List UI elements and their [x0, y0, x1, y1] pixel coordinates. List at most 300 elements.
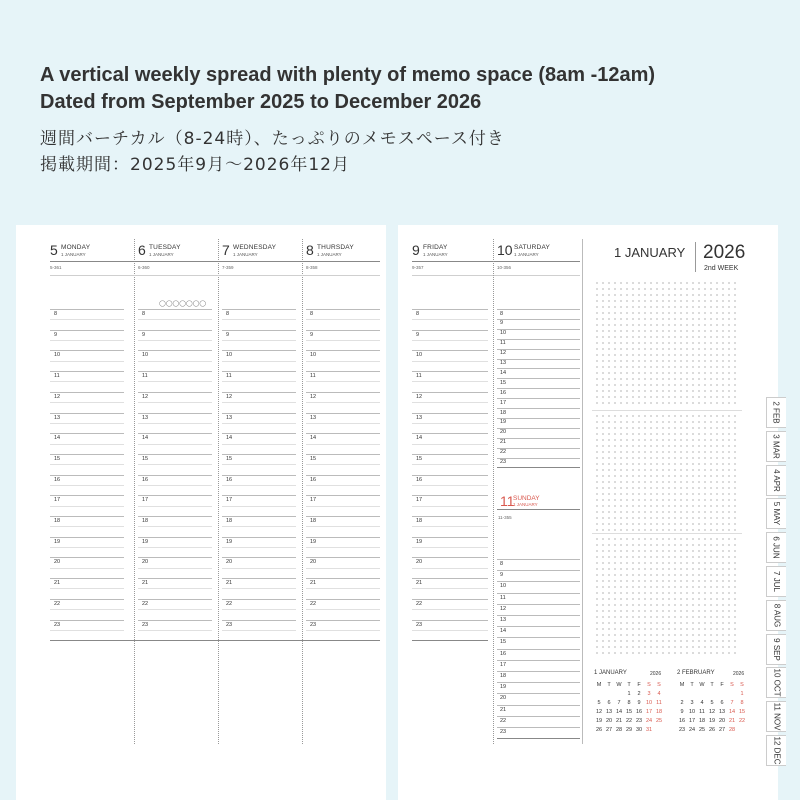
calendar-day: 12	[595, 709, 603, 715]
hour-line	[222, 599, 296, 600]
half-hour-line	[222, 319, 296, 320]
month-tab-label: 10 OCT	[772, 668, 782, 697]
half-hour-line	[222, 506, 296, 507]
calendar-day: 27	[605, 727, 613, 733]
header-rule	[412, 261, 580, 262]
hour-label: 23	[500, 459, 507, 465]
hour-line	[138, 392, 212, 393]
memo-divider	[592, 410, 742, 411]
month-tab[interactable]	[766, 465, 786, 496]
half-hour-line	[50, 423, 124, 424]
month-tab[interactable]	[766, 397, 786, 428]
hour-line	[138, 620, 212, 621]
day-month: 1 JANUARY	[514, 252, 539, 257]
calendar-day: 15	[738, 709, 746, 715]
hour-label: 14	[142, 435, 149, 442]
hour-label: 17	[54, 497, 61, 504]
hour-label: 13	[500, 617, 507, 623]
calendar-day: 4	[700, 700, 704, 706]
hour-line	[497, 359, 580, 360]
hour-label: 9	[500, 572, 504, 579]
date-rule	[412, 275, 580, 276]
calendar-day: 13	[718, 709, 726, 715]
hour-label: 8	[54, 311, 58, 317]
hour-label: 23	[416, 621, 423, 628]
hour-line	[497, 388, 580, 389]
column-divider	[302, 239, 303, 744]
hour-label: 16	[416, 476, 423, 483]
hour-line	[497, 559, 580, 560]
day-count: 6-360	[138, 265, 150, 270]
hour-line	[497, 626, 580, 627]
weekday-label: T	[690, 682, 694, 688]
hour-line	[412, 495, 488, 496]
sunday-bottom-rule	[497, 738, 580, 739]
hour-line	[138, 330, 212, 331]
hour-line	[412, 578, 488, 579]
hour-line	[306, 371, 380, 372]
calendar-day: 2	[637, 691, 641, 697]
hour-label: 8	[226, 311, 230, 317]
month-tab[interactable]	[766, 532, 786, 563]
hour-label: 11	[416, 373, 422, 380]
calendar-day: 20	[718, 718, 726, 724]
hour-line	[50, 578, 124, 579]
half-hour-line	[306, 361, 380, 362]
half-hour-line	[138, 547, 212, 548]
hour-label: 14	[226, 435, 233, 442]
hour-line	[306, 620, 380, 621]
half-hour-line	[138, 485, 212, 486]
hour-line	[138, 599, 212, 600]
hour-line	[306, 557, 380, 558]
column-divider	[134, 239, 135, 744]
hour-label: 22	[310, 600, 317, 607]
hour-line	[497, 349, 580, 350]
hour-label: 21	[500, 706, 507, 713]
hour-line	[50, 330, 124, 331]
half-hour-line	[412, 485, 488, 486]
hour-label: 19	[142, 538, 149, 545]
hour-line	[138, 475, 212, 476]
hour-line	[50, 371, 124, 372]
hour-line	[138, 350, 212, 351]
calendar-day: 9	[637, 700, 641, 706]
half-hour-line	[50, 568, 124, 569]
month-tab[interactable]	[766, 600, 786, 631]
day-number: 8	[306, 242, 314, 258]
calendar-day: 18	[698, 718, 706, 724]
hour-line	[497, 368, 580, 369]
weekday-label: M	[596, 682, 602, 688]
hour-label: 9	[226, 331, 230, 338]
half-hour-line	[222, 464, 296, 465]
hour-line	[222, 557, 296, 558]
month-tab-label: 9 SEP	[772, 637, 781, 661]
calendar-day: 24	[645, 718, 653, 724]
half-hour-line	[306, 630, 380, 631]
day-month: 1 JANUARY	[423, 252, 448, 257]
hour-label: 14	[310, 435, 317, 442]
calendar-day	[594, 691, 604, 698]
day-month: 1 JANUARY	[149, 252, 174, 257]
day-name: SATURDAY	[514, 244, 551, 251]
hour-line	[138, 371, 212, 372]
calendar-day: 13	[605, 709, 613, 715]
hour-label: 10	[416, 352, 423, 359]
hour-line	[497, 716, 580, 717]
half-hour-line	[412, 381, 488, 382]
hour-line	[412, 557, 488, 558]
half-hour-line	[412, 506, 488, 507]
half-hour-line	[412, 547, 488, 548]
hour-label: 19	[310, 538, 317, 545]
weekday-label: S	[647, 682, 651, 688]
weekday-label: M	[679, 682, 685, 688]
calendar-day: 2	[680, 700, 684, 706]
hour-line	[222, 475, 296, 476]
calendar-day	[707, 691, 717, 698]
calendar-day	[717, 691, 727, 698]
hour-line	[222, 578, 296, 579]
hour-line	[497, 428, 580, 429]
half-hour-line	[306, 547, 380, 548]
hour-label: 20	[142, 559, 149, 566]
hour-label: 10	[500, 330, 507, 337]
day-month: 1 JANUARY	[61, 252, 86, 257]
month-tab[interactable]	[766, 498, 786, 529]
half-hour-line	[50, 340, 124, 341]
weekday-label: T	[607, 682, 611, 688]
hour-label: 22	[142, 600, 149, 607]
day-name: WEDNESDAY	[233, 244, 277, 251]
half-hour-line	[138, 630, 212, 631]
month-tab[interactable]	[766, 566, 786, 597]
calendar-day: 25	[655, 718, 663, 724]
calendar-day: 1	[627, 691, 631, 697]
day-number: 7	[222, 242, 230, 258]
hour-label: 20	[416, 559, 423, 566]
day-number: 9	[412, 242, 420, 258]
hour-label: 10	[500, 583, 507, 590]
hour-line	[497, 398, 580, 399]
half-hour-line	[222, 402, 296, 403]
hour-label: 19	[54, 538, 61, 545]
hour-line	[222, 454, 296, 455]
half-hour-line	[222, 423, 296, 424]
hour-line	[138, 413, 212, 414]
calendar-day: 3	[690, 700, 694, 706]
hour-label: 15	[142, 455, 149, 462]
calendar-day: 9	[680, 709, 684, 715]
hour-label: 11	[500, 594, 506, 601]
calendar-day: 28	[728, 727, 736, 733]
hour-label: 12	[226, 393, 233, 400]
header-month: 1 JANUARY	[614, 245, 686, 260]
calendar-day: 31	[645, 727, 653, 733]
hour-line	[306, 392, 380, 393]
calendar-day	[687, 691, 697, 698]
hour-label: 9	[500, 320, 504, 327]
hour-label: 12	[500, 605, 507, 612]
caption-line-2: Dated from September 2025 to December 2026	[40, 91, 482, 113]
hour-label: 13	[226, 414, 233, 421]
hour-label: 21	[142, 580, 149, 587]
half-hour-line	[306, 423, 380, 424]
hour-label: 8	[500, 310, 504, 317]
day-count: 8-358	[306, 265, 318, 270]
half-hour-line	[306, 609, 380, 610]
half-hour-line	[138, 526, 212, 527]
half-hour-line	[306, 402, 380, 403]
half-hour-line	[50, 588, 124, 589]
mini-calendar-grid	[594, 682, 664, 734]
hour-label: 19	[500, 419, 507, 426]
calendar-day	[614, 691, 624, 698]
calendar-day: 26	[708, 727, 716, 733]
hour-line	[412, 392, 488, 393]
month-tab[interactable]	[766, 735, 786, 766]
calendar-day: 30	[635, 727, 643, 733]
hour-label: 22	[416, 600, 423, 607]
hour-label: 18	[142, 518, 149, 524]
month-tab-label: 11 NOV	[772, 702, 781, 731]
hour-line	[50, 516, 124, 517]
calendar-day: 4	[657, 691, 661, 697]
hour-label: 10	[310, 352, 317, 359]
month-tab[interactable]	[766, 667, 786, 698]
hour-label: 17	[500, 399, 507, 406]
hour-line	[306, 454, 380, 455]
half-hour-line	[306, 464, 380, 465]
memo-dot-grid-middle	[594, 413, 740, 531]
hour-line	[497, 671, 580, 672]
day-number: 10	[497, 242, 513, 258]
hour-label: 16	[500, 650, 507, 657]
day-month: 1 JANUARY	[317, 252, 342, 257]
hour-line	[138, 557, 212, 558]
hour-label: 15	[310, 455, 317, 462]
hour-line	[138, 537, 212, 538]
hour-label: 20	[500, 429, 507, 436]
saturday-bottom-rule	[497, 467, 580, 468]
hour-line	[412, 309, 488, 310]
hour-line	[50, 454, 124, 455]
hour-line	[497, 593, 580, 594]
weekday-label: S	[657, 682, 661, 688]
half-hour-line	[412, 402, 488, 403]
hour-label: 11	[142, 373, 148, 380]
hour-label: 9	[416, 331, 420, 338]
hour-label: 17	[226, 497, 233, 504]
hour-label: 21	[500, 439, 507, 446]
hour-line	[222, 433, 296, 434]
calendar-day: 19	[708, 718, 716, 724]
hour-label: 15	[500, 639, 507, 646]
hour-line	[497, 408, 580, 409]
hour-line	[412, 620, 488, 621]
hour-label: 21	[416, 580, 423, 587]
hour-label: 12	[54, 393, 61, 400]
hour-label: 9	[54, 331, 58, 338]
bottom-rule	[412, 640, 488, 641]
calendar-day	[654, 727, 664, 734]
caption-line-1: A vertical weekly spread with plenty of memo space (8am -12am)	[40, 64, 656, 86]
hour-line	[222, 330, 296, 331]
hour-label: 23	[54, 621, 61, 628]
hour-line	[497, 637, 580, 638]
hour-label: 16	[54, 476, 61, 483]
hour-label: 13	[310, 414, 317, 421]
calendar-day: 16	[635, 709, 643, 715]
hour-label: 22	[54, 600, 61, 607]
hour-line	[497, 329, 580, 330]
sunday-month: 1 JANUARY	[513, 502, 538, 507]
calendar-day: 17	[645, 709, 653, 715]
planner-right-page	[398, 225, 778, 800]
hour-line	[306, 309, 380, 310]
hour-label: 20	[310, 559, 317, 566]
half-hour-line	[138, 340, 212, 341]
half-hour-line	[306, 319, 380, 320]
month-tab-label: 8 AUG	[772, 603, 782, 628]
weekday-label: S	[740, 682, 744, 688]
half-hour-line	[50, 630, 124, 631]
calendar-day: 8	[627, 700, 631, 706]
memo-separator	[582, 239, 583, 744]
hour-label: 16	[310, 476, 317, 483]
calendar-day: 22	[625, 718, 633, 724]
weekday-label: W	[699, 682, 705, 688]
hour-line	[412, 350, 488, 351]
hour-line	[306, 413, 380, 414]
hour-line	[412, 475, 488, 476]
column-divider	[218, 239, 219, 744]
mini-calendar-year: 2026	[733, 671, 745, 677]
hour-label: 13	[54, 414, 61, 421]
day-number: 5	[50, 242, 58, 258]
hour-label: 18	[416, 518, 423, 524]
hour-line	[306, 433, 380, 434]
calendar-day: 6	[720, 700, 724, 706]
hour-label: 14	[500, 369, 507, 376]
hour-label: 23	[142, 621, 149, 628]
calendar-day	[677, 691, 687, 698]
hour-line	[50, 495, 124, 496]
half-hour-line	[138, 381, 212, 382]
half-hour-line	[306, 568, 380, 569]
half-hour-line	[222, 340, 296, 341]
hour-label: 13	[416, 414, 423, 421]
month-tab-label: 3 MAR	[772, 434, 782, 459]
hour-label: 8	[500, 561, 504, 567]
hour-line	[50, 557, 124, 558]
hour-label: 12	[500, 350, 507, 357]
half-hour-line	[222, 630, 296, 631]
hour-line	[138, 309, 212, 310]
calendar-day: 8	[740, 700, 744, 706]
hour-label: 16	[500, 389, 507, 396]
month-tab[interactable]	[766, 634, 786, 665]
hour-label: 14	[416, 435, 423, 442]
bottom-rule	[50, 640, 380, 641]
calendar-day: 14	[615, 709, 623, 715]
month-tab[interactable]	[766, 701, 786, 732]
month-tab[interactable]	[766, 431, 786, 462]
hour-line	[412, 413, 488, 414]
hour-label: 22	[226, 600, 233, 607]
hour-line	[497, 570, 580, 571]
calendar-day: 7	[617, 700, 621, 706]
weekday-label: F	[720, 682, 724, 688]
half-hour-line	[50, 402, 124, 403]
hour-line	[497, 615, 580, 616]
hour-line	[222, 413, 296, 414]
hour-label: 15	[226, 455, 233, 462]
hour-line	[497, 438, 580, 439]
hour-line	[138, 578, 212, 579]
hour-line	[50, 620, 124, 621]
half-hour-line	[138, 319, 212, 320]
half-hour-line	[50, 464, 124, 465]
hour-line	[50, 350, 124, 351]
hour-line	[497, 649, 580, 650]
weekday-label: T	[627, 682, 631, 688]
weekday-label: W	[616, 682, 622, 688]
caption-jp-line-2: 掲載期間：2025年9月〜2026年12月	[40, 155, 350, 175]
sunday-rule	[497, 509, 580, 510]
calendar-day: 5	[597, 700, 601, 706]
day-count: 7-359	[222, 265, 234, 270]
hour-label: 23	[226, 621, 233, 628]
hour-label: 11	[226, 373, 232, 380]
hour-label: 18	[500, 673, 507, 679]
hour-label: 12	[416, 393, 423, 400]
month-tab-label: 5 MAY	[772, 502, 782, 526]
hour-label: 11	[310, 373, 316, 380]
half-hour-line	[412, 340, 488, 341]
hour-line	[306, 495, 380, 496]
half-hour-line	[138, 423, 212, 424]
month-tab-label: 4 APR	[772, 468, 781, 492]
calendar-day: 5	[710, 700, 714, 706]
hour-line	[497, 727, 580, 728]
calendar-day: 3	[647, 691, 651, 697]
hour-label: 9	[142, 331, 146, 338]
hour-label: 18	[500, 409, 507, 416]
hour-label: 20	[54, 559, 61, 566]
hour-label: 22	[500, 717, 507, 724]
caption-jp-line-1: 週間バーチカル（8-24時）、たっぷりのメモスペース付き	[40, 129, 505, 149]
hour-line	[412, 330, 488, 331]
half-hour-line	[50, 506, 124, 507]
hour-label: 14	[54, 435, 61, 442]
calendar-day	[737, 727, 747, 734]
half-hour-line	[222, 526, 296, 527]
hour-line	[497, 418, 580, 419]
calendar-day: 25	[698, 727, 706, 733]
half-hour-line	[306, 485, 380, 486]
calendar-day: 12	[708, 709, 716, 715]
hour-label: 8	[310, 311, 314, 317]
half-hour-line	[222, 381, 296, 382]
memo-dot-grid-bottom	[594, 536, 740, 658]
calendar-day	[727, 691, 737, 698]
header-year: 2026	[703, 242, 746, 263]
hour-line	[50, 309, 124, 310]
hour-label: 19	[416, 538, 423, 545]
hour-label: 11	[500, 340, 506, 347]
